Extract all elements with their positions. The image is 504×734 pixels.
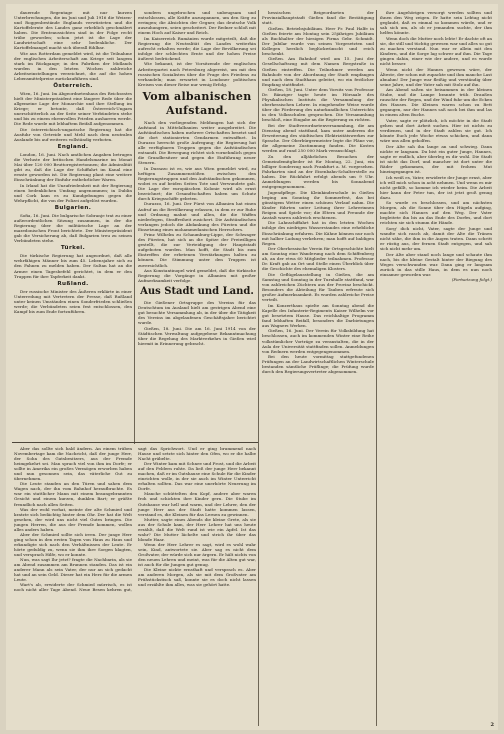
- story-paragraph: Vater, sagte er plötzlich, ich möchte in die Stadt gehen und dort Arbeit suchen. Hier ist nichts zu verdienen, und in der Stadt zahlen sie gut. Ich könnte Euch jede Woche etwas schicken, und dann wäre uns allen geholfen.: [380, 117, 492, 144]
- article-paragraph: Die österreichisch-ungarische Regierung hat die Ausfuhr von Getreide und Mehl nach dem neutralen Auslande bis auf weiteres vollständig verboten.: [14, 126, 132, 143]
- article-paragraph: In Durazzo ist es, wie aus Wien gemeldet wird, zu heftigen Zusammenstößen zwischen den Regierungstruppen und den Aufständischen gekommen, wobei es auf beiden Seiten Tote und Verwundete gab. Die Lage der europäischen Kolonie wird als ernst bezeichnet; die Gesandtschaften haben um Schutz durch Kriegsschiffe gebeten.: [138, 165, 256, 201]
- story-paragraph: Ich weiß es, Vater, erwiderte der Junge ernst, aber ich will mich schon in acht nehmen. Und wenn es mir nicht gefällt, so komme ich wieder heim. Die Arbeit hier kann der Peter tun, der ist jetzt groß genug dazu.: [380, 174, 492, 200]
- section-heading-bulgaria: Bulgarien.: [54, 205, 92, 212]
- continuation-note: (Fortsetzung folgt.): [451, 277, 492, 283]
- story-paragraph: So wurde es beschlossen, und am nächsten Morgen, als die Sonne über den Hügeln aufging, machte sich Hannes auf den Weg. Der Vater begleitete ihn bis an das Ende des Dorfes, und dort reichten sie sich stumm die Hände.: [380, 200, 492, 226]
- column-1: [14, 10, 132, 444]
- column-rule: [134, 10, 135, 444]
- story-paragraph: Mutter, sagte eines Abends die kleine Grete, als sie aus der Schule kam, der Herr Lehrer hat uns heute erzählt, daß die Welt rund ist wie ein Apfel. Ist das wahr? Die Mutter lächelte und strich ihr über das blonde Haar.: [138, 516, 256, 542]
- article-paragraph: Durazzo, 16. Juni. Der Fürst von Albanien hat einen Aufruf an die Bevölkerung erlassen, in dem er zur Ruhe und Ordnung mahnt und allen, die die Waffen niederlegen, Straffreiheit zusichert. Die Aufständischen verlangen jedoch die Abdankung des Fürsten und die Einsetzung eines mohammedanischen Herrschers.: [138, 201, 256, 232]
- article-paragraph: hessischen Beigeordneten der Provinzialhauptstadt Gießen fand die Bestätigung statt.: [262, 10, 374, 26]
- article-paragraph: dauernde Regentage mit nur kurzen Unterbrechungen, die im Juni und Juli 1916 die Weizen- und Roggenbestände Englands verwüsteten und die Kartoffelernte des Landes ganz erheblich geschmälert haben. Die Ernteaussichten sind in der Folge recht trübe geworden; schon jetzt ist die Lage der Landwirtschaft eine sehr bedenkliche. Der Kartoffelmangel macht sich überall fühlbar.: [14, 10, 132, 51]
- article-paragraph: Die Lahnschiffahrt hat in den letzten Wochen infolge des niedrigen Wasserstandes eine erhebliche Einschränkung erfahren. Die Kähne können nur noch mit halber Ladung verkehren; man hofft auf baldigen Regen.: [262, 220, 374, 246]
- article-paragraph: Die Geflügelausstellung in Gießen, die am Samstag und Sonntag in der Turnhalle stattfand, war von zahlreichen Züchtern aus der Provinz beschickt. Besonders die Abteilung für Tauben erfreute sich großer Aufmerksamkeit. Es wurden zahlreiche Preise verteilt.: [262, 271, 374, 303]
- article-paragraph: Wie bekannt, ist der Vorsitzende der englischen Arbeiterpartei nach Petersburg abgereist, um mit den russischen Sozialisten über die Frage des Friedens zu verhandeln; man erwartet in Londoner politischen Kreisen von dieser Reise nur wenig Erfolg.: [138, 61, 256, 87]
- article-paragraph: Aus Konstantinopel wird gemeldet, daß die türkische Regierung die Vorgänge in Albanien mit großer Aufmerksamkeit verfolge.: [138, 268, 256, 284]
- article-paragraph: Nach den vorliegenden Meldungen hat sich der Aufstand in Mittelalbanien weiter ausgebreitet. Die Aufständischen haben mehrere Ortschaften besetzt und die dort stationierten Gendarmen entwaffnet. In Durazzo herrscht große Aufregung; die Regierung hat alle verfügbaren Truppen gegen die Aufständischen entsandt. Die Bewegung richtet sich vornehmlich gegen die Grundbesitzer und gegen die Einführung neuer Steuern.: [138, 119, 256, 166]
- story-paragraph: Nun, was sagt Ihr jetzt? fragte die Nachbarin, als sie am Abend zusammen am Brunnen standen. Das ist ein anderer Mann als sein Vater, der nur an sich gedacht hat und an sein Geld. Dieser hat ein Herz für die armen Leute.: [14, 557, 132, 583]
- story-paragraph: Der Alte sah ihn lange an und schwieg. Dann nickte er langsam. Du bist ein guter Junge, Hannes, sagte er endlich, aber überleg es dir wohl. Die Stadt ist nicht das Dorf, und mancher ist dort unter die Räder gekommen, der mit frohem Mut hineingegangen ist.: [380, 143, 492, 174]
- story-paragraph: Am Abend saßen sie beisammen in der kleinen Stube, und die Lampe brannte trüb. Draußen rauschte der Regen, und der Wind fuhr um die Ecken des Hauses. Die Kleinen waren schon zu Bett gegangen, nur der Hannes saß noch bei ihm und las in einem alten Buche.: [380, 87, 492, 118]
- newspaper-page: [6, 4, 498, 730]
- page-number: 2: [490, 722, 494, 728]
- story-paragraph: Was der wohl vorhat, meinte der alte Schmied und kratzte sich bedächtig hinter dem Ohr. Der hat die Welt gesehen, der wird uns nicht viel Gutes bringen. Die jungen Herren, die aus der Fremde kommen, wollen alles anders haben.: [14, 506, 132, 532]
- column-rule: [258, 10, 259, 726]
- article-paragraph: sondern ungebrochen und unbeugsam und entschlossen, alle Kräfte anzuspannen, um den Sieg zu erringen; die Absichten der Gegner, das deutsche Volk auszuhungern, seien gescheitert. Der Redner schloß mit einem Hoch auf Kaiser und Reich.: [138, 10, 256, 36]
- article-paragraph: Die Gießener Ortsgruppe des Vereins für das Deutschtum im Ausland hielt am gestrigen Abend eine gut besuchte Versammlung ab, in der über die Tätigkeit des Vereins im abgelaufenen Geschäftsjahre berichtet wurde.: [138, 300, 256, 326]
- article-paragraph: Im Kaiserreich Rumänien wurde mitgeteilt, daß die Regierung die Neutralität des Landes weiterhin aufrecht erhalten werde; die Lage der Bevölkerung sei infolge der schlechten Ernte und der hohen Preise äußerst bedrückend.: [138, 35, 256, 61]
- feuilleton-story: [14, 446, 256, 726]
- article-paragraph: Im Konzerthaus spielte am Sonntag abend die Kapelle des Infanterie-Regiments Kaiser Wilhelm vor gut besetztem Hause. Das reichhaltige Programm fand lebhaften Beifall, besonders die Darbietungen aus Wagners Werken.: [262, 302, 374, 328]
- article-paragraph: Der Oberhessische Verein für Ortsgeschichte hielt am Sonntag eine Wanderung nach dem Schiffenberg ab, an der etwa 60 Mitglieder teilnahmen. Professor Dr. Kraft gab an Ort und Stelle einen Überblick über die Geschichte des ehemaligen Klosters.: [262, 246, 374, 272]
- section-heading-england: England.: [57, 144, 89, 151]
- story-paragraph: Die Leute standen an den Türen und sahen dem Wagen nach, der ihn vom Bahnhof heraufbrachte. Es war ein stattlicher Mann mit einem braungebrannten Gesicht und einem kurzen, dunklen Bart; er grüßte freundlich nach allen Seiten.: [14, 481, 132, 507]
- article-paragraph: Gießen, 16. Juni. Der Verein für Volksbildung hat beschlossen, auch im kommenden Winter eine Reihe volkstümlicher Vorträge zu veranstalten, die in der Aula der Universität stattfinden sollen. Anmeldungen von Rednern werden entgegengenommen.: [262, 328, 374, 354]
- section-heading-russia: Rußland.: [57, 280, 89, 287]
- article-paragraph: Gießen. Am Bahnhof wird am 15. Juni der Gesellschaftszug mit dem Namen Bergstraße in Gießen eintreffen. Die Teilnehmer werden am Bahnhofe von der Abordnung der Stadt empfangen und nach dem Stadthaus geleitet, wo ein festlicher Empfang stattfindet.: [262, 56, 374, 87]
- article-paragraph: Sofia, 16. Juni. Die bulgarische Sobranje trat zu einer außerordentlichen Sitzung zusammen, in der die Regierung über die militärische Lage an der mazedonischen Front berichtete. Der Ministerpräsident gab die Versicherung ab, daß Bulgarien treu zu seinen Verbündeten stehe.: [14, 213, 132, 244]
- article-paragraph: Zu den alljährlichen Besuchen der Gemeindemitglieder ist für Montag, 22. Juni, ein billiger Sonderzug nach Frankfurt a. M. vorgesehen. Fahrkarten sind an der Eisenbahn-Schalterstelle zu haben. Die Rückfahrt erfolgt abends um 9 Uhr. Anmeldungen werden bis Sonnabend entgegengenommen.: [262, 153, 374, 190]
- column-rule: [376, 10, 377, 726]
- story-paragraph: Aber der Schmied sollte sich irren. Der junge Herr ging schon in den ersten Tagen von Haus zu Haus und erkundigte sich nach den Verhältnissen der Leute. Er hörte geduldig zu, wenn sie ihm ihre Sorgen klagten, und versprach Hilfe, wo er konnte.: [14, 531, 132, 557]
- article-paragraph: Jugendpflege. Die Kleinkinderschule in Gießen beging am Sonntag ihr Sommerfest, das bei günstigem Wetter einen schönen Verlauf nahm. Die Kinder führten unter Leitung ihrer Lehrerinnen Reigen und Spiele vor; die Eltern und Freunde der Anstalt waren zahlreich erschienen.: [262, 189, 374, 220]
- article-paragraph: Der russische Minister des Äußeren erklärte in einer Unterredung mit Vertretern der Presse, daß Rußland unter keinen Umständen einen Sonderfrieden schließen werde; die Verbündeten seien fest entschlossen, den Kampf bis zum Ende fortzuführen.: [14, 288, 132, 314]
- column-4: [380, 10, 492, 730]
- section-heading-turkey: Türkei.: [60, 245, 86, 252]
- story-paragraph: Der Alte aber stand noch lange und schaute ihm nach, bis die kleine Gestalt hinter der Biegung des Weges verschwunden war. Dann ging er langsam zurück in das stille Haus, in dem es nun noch einsamer geworden war.: [380, 251, 492, 277]
- article-paragraph: Bei der Stadtverordnetenversammlung, die am Dienstag abend stattfand, kam unter anderem die Erweiterung des städtischen Elektrizitätswerkes zur Sprache. Der Oberbürgermeister legte die Pläne vor, die allgemeine Zustimmung fanden. Die Kosten werden auf rund 250 000 Mark veranschlagt.: [262, 123, 374, 154]
- column-3: [262, 10, 374, 730]
- article-paragraph: In Irland hat die Unzufriedenheit mit der Regierung einen bedenklichen Umfang angenommen; in Dublin und Cork kam es zu Kundgebungen gegen die Wehrpflicht, die von der Polizei aufgelöst wurden.: [14, 182, 132, 204]
- column-2: [138, 10, 256, 444]
- article-paragraph: Bei den heute vormittag stattgefundenen Prüfungen an der Landwirtschaftlichen Winterschule bestanden sämtliche Prüflinge; die Prüfung wurde durch den Regierungsvertreter abgenommen.: [262, 354, 374, 375]
- story-paragraph: Wenn der Herr Lehrer es sagt, wird es wohl wahr sein, Kind, antwortete sie. Aber sag es nicht dem Großvater, der würde sich nur ärgern. Er hält nichts von den neuen Lehren und meint, was für die Alten gut war, ist auch für die Jungen gut genug.: [138, 541, 256, 568]
- article-paragraph: Gießen, 18. Juni. Unter dem Vorsitz von Professor Dr. Bänziger tagte heute im Hörsaale des Physikalischen Instituts die Versammlung der oberhessischen Lehrer. In eingehender Weise wurde über die Förderung des naturkundlichen Unterrichts in den Volksschulen gesprochen. Die Versammlung beschloß, eine Eingabe an die Regierung zu richten.: [262, 87, 374, 123]
- story-paragraph: Wart's ab, erwiderte der Schmied mürrisch, es ist noch nicht aller Tage Abend. Neue Besen kehren gut, sagt das Sprichwort. Und er ging brummend nach Hause und setzte sich hinter den Ofen, wo er die halbe Nacht grübelte.: [14, 446, 256, 593]
- story-paragraph: Wenn doch die Mutter noch lebte! Er dachte oft an sie, die still und tüchtig gewesen war und alles so gut zu machen verstand. Nun war er allein mit den Kindern, und die Sorge lag schwer auf ihm. Die Tage gingen dahin, einer wie der andere, und es wurde nicht besser.: [380, 35, 492, 66]
- article-paragraph: Die türkische Regierung hat angeordnet, daß alle wehrfähigen Männer bis zum 45. Lebensjahre sich zu den Fahnen zu melden haben. Der Sultan hat an die Armee einen Tagesbefehl gerichtet, in dem er den Truppen für ihre Tapferkeit dankt.: [14, 253, 132, 279]
- story-paragraph: Manche schüttelten den Kopf, andere aber waren froh und schickten ihre Kinder gern. Die Stube im Gutshause war hell und warm, und der Lehrer, den der junge Herr aus der Stadt hatte kommen lassen, verstand es, die Kleinen für das Lernen zu gewinnen.: [138, 491, 256, 517]
- story-paragraph: ihre Angehörigen versorgt werden sollten und ihnen den Weg zeigen. Er hatte sein Lebtag nicht geglaubt, daß es einmal so kommen würde, und er sah sich um, als ob er jemanden suchte, der ihm helfen könnte.: [380, 10, 492, 36]
- article-paragraph: Gießen, 18. Juni. Die am 16. Juni 1914 von der Städtischen Verwaltung aufgegebene Bekanntmachung über die Regelung des Marktverkehrs in Gießen wird hiermit in Erinnerung gebracht.: [138, 325, 256, 347]
- headline-city-and-country: Aus Stadt und Land.: [140, 286, 254, 298]
- story-paragraph: Aber das sollte sich bald ändern. An einem trüben Novembertage kam die Nachricht, daß der junge Herr, der Sohn des Gutsbesitzers, aus der Fremde heimgekehrt sei. Man sprach viel von ihm im Dorfe; er sollte in Amerika ein großes Vermögen erworben haben und nun gesonnen sein, das väterliche Gut zu übernehmen.: [14, 446, 132, 482]
- headline-albanian-uprising: Vom albanischen Aufstand.: [142, 89, 252, 117]
- story-paragraph: Wenn nicht der Hannes gewesen wäre, der Älteste, der schon mit zupackte und ihm manche Last abnahm! Der Junge war fleißig und verständig über seine Jahre, und der Vater sah mit Stolz auf ihn.: [380, 66, 492, 87]
- story-paragraph: Der Winter kam mit Schnee und Frost, und die Arbeit auf den Feldern ruhte. Da ließ der junge Herr bekannt machen, daß er im Gutshause eine Schule für die Kinder einrichten wolle, in der sie auch im Winter Unterricht erhalten sollten. Das war eine unerhörte Neuerung im Dorfe.: [138, 461, 256, 492]
- article-paragraph: Wien, 16. Juni. Im Abgeordnetenhaus des Reichsrates hielt der Ministerpräsident eine längere Rede über die allgemeine Lage der Monarchie und ihre Stellung im Kriege; er betonte, daß Österreich-Ungarn unerschütterlich an der Seite seiner Verbündeten stehe und bis zu einem ehrenvollen Frieden ausharren werde. Die Rede wurde mit lebhaftem Beifall aufgenommen.: [14, 91, 132, 127]
- article-paragraph: Wie aus Rotterdam gemeldet wird, ist die Teilnahme der englischen Arbeiterschaft am Kriege seit langem stark im Rückgange; in den Fabriken der Midlands wurden in den letzten Wochen zahlreiche Arbeitseinstellungen verzeichnet, die auf die hohen Lebensmittelpreise zurückzuführen sind.: [14, 50, 132, 82]
- section-heading-austria: Österreich.: [53, 83, 93, 90]
- article-paragraph: London, 16. Juni. Nach amtlichen Angaben betrugen die Verluste der britischen Handelsmarine im Monat Mai über 120 000 Bruttoregistertonnen; die Admiralität gibt zu, daß die Lage der Schiffahrt im Kanal eine ernste geworden ist. Die Regierung plant eine weitere Einschränkung der Einfuhr entbehrlicher Waren.: [14, 152, 132, 183]
- story-paragraph: Die Kleine nickte ernsthaft und versprach es. Aber am anderen Morgen, als sie mit dem Großvater am Frühstückstisch saß, konnte sie es doch nicht lassen und erzählte ihm alles, was sie gehört hatte.: [138, 567, 256, 588]
- article-paragraph: Gießen. Betriebsjubiläum. Herr Fr. Paul Halfe in Gießen feierte am Montag sein 25jähriges Jubiläum als Buchhalter der hiesigen Firma Gebr. Schmidt. Der Jubilar wurde von seinen Vorgesetzten und Kollegen herzlich beglückwünscht und reich beschenkt.: [262, 25, 374, 56]
- story-paragraph: Sorg' dich nicht, Vater, sagte der Junge und wandte sich rasch ab, damit der Alte die Tränen nicht sähe, die ihm in die Augen traten. Dann schritt er rüstig aus, der fernen Stadt entgegen, und sah sich nicht mehr um.: [380, 225, 492, 252]
- article-paragraph: Prinz Wilhelm zu Schaumburg-Lippe, der Schwager des Fürsten, hat sich an die Spitze der Freiwilligen gestellt, die zur Verteidigung der Hauptstadt aufgeboten wurden. Man hofft, die Stadt bis zum Eintreffen der erbetenen Verstärkungen halten zu können. Die Stimmung unter den Truppen ist zuversichtlich.: [138, 232, 256, 268]
